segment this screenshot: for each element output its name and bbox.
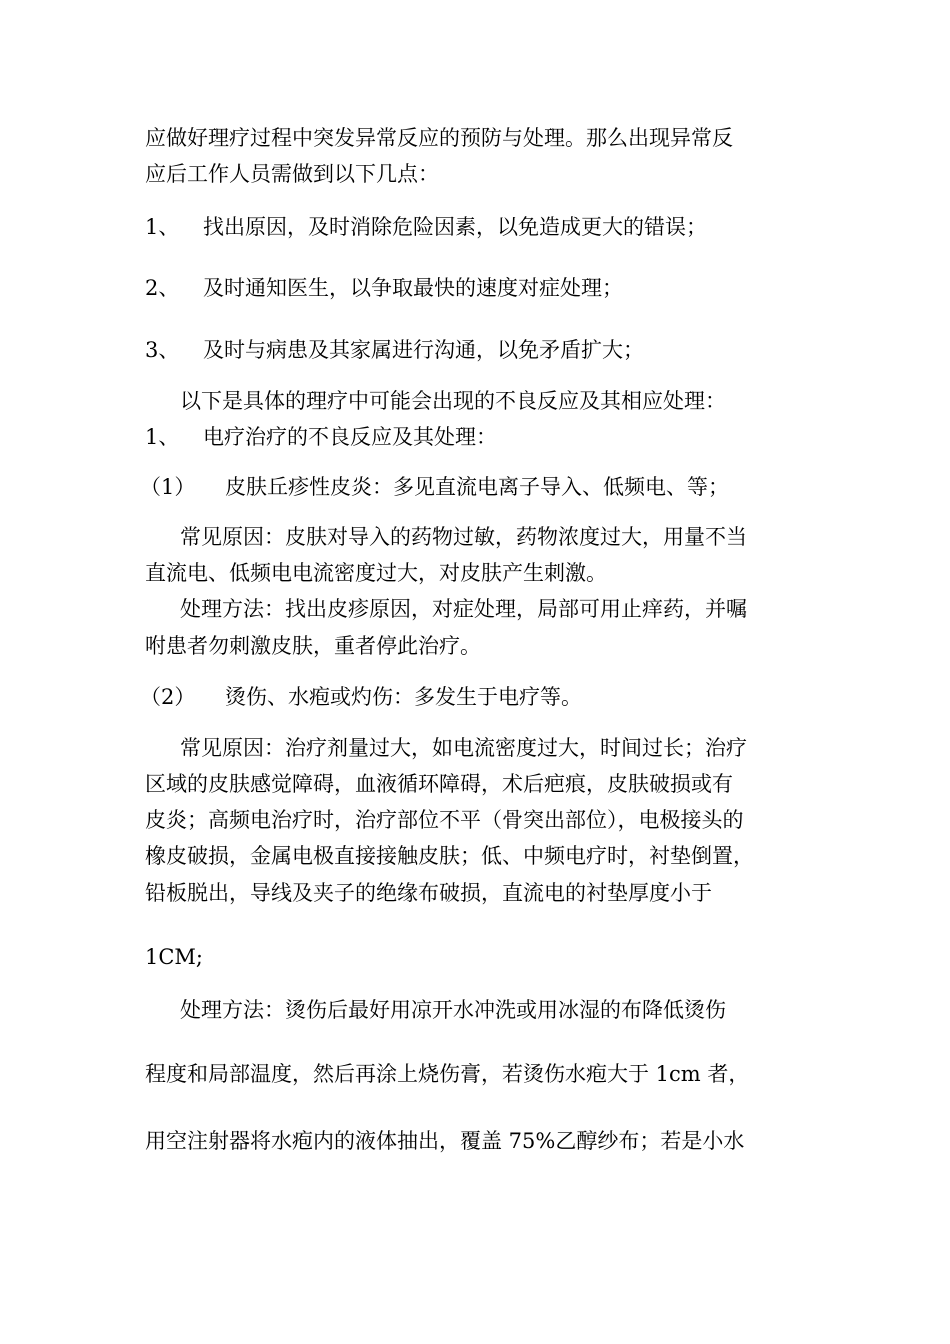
section-text: 电疗治疗的不良反应及其处理： [203,425,497,449]
sub-item-text: 烫伤、水疱或灼伤：多发生于电疗等。 [225,685,582,709]
list-number: 1、 [145,215,180,239]
list-number: 3、 [145,338,180,362]
paragraph-line: 应后工作人员需做到以下几点： [145,162,439,186]
sub-item-number: （2） [140,685,196,709]
sub-item [140,682,810,712]
paragraph-line: 1CM; [145,945,204,969]
sub-item-number: （1） [140,475,196,499]
paragraph-line: 以下是具体的理疗中可能会出现的不良反应及其相应处理： [180,389,726,413]
sub-item [140,472,810,502]
paragraph-line: 铅板脱出，导线及夹子的绝缘布破损，直流电的衬垫厚度小于 [145,881,712,905]
section-heading [145,422,810,452]
paragraph-line: 橡皮破损，金属电极直接接触皮肤；低、中频电疗时，衬垫倒置， [145,844,754,868]
section-number: 1、 [145,425,180,449]
list-text: 及时通知医生，以争取最快的速度对症处理； [203,276,623,300]
paragraph-line: 处理方法：找出皮疹原因，对症处理，局部可用止痒药，并嘱 [180,597,747,621]
list-item [145,335,810,365]
paragraph-line: 程度和局部温度，然后再涂上烧伤膏，若烫伤水疱大于 1cm 者， [145,1062,750,1086]
paragraph-line: 常见原因：皮肤对导入的药物过敏，药物浓度过大，用量不当 [180,525,747,549]
paragraph-line: 用空注射器将水疱内的液体抽出，覆盖 75%乙醇纱布；若是小水 [145,1129,745,1153]
paragraph-line: 处理方法：烫伤后最好用凉开水冲洗或用冰湿的布降低烫伤 [180,998,726,1022]
paragraph-line: 应做好理疗过程中突发异常反应的预防与处理。那么出现异常反 [145,126,733,150]
list-item [145,273,810,303]
list-text: 及时与病患及其家属进行沟通，以免矛盾扩大； [203,338,644,362]
sub-item-text: 皮肤丘疹性皮炎：多见直流电离子导入、低频电、等； [225,475,729,499]
paragraph-line: 皮炎；高频电治疗时，治疗部位不平（骨突出部位），电极接头的 [145,808,744,832]
paragraph-line: 直流电、低频电电流密度过大，对皮肤产生刺激。 [145,561,607,585]
paragraph-line: 常见原因：治疗剂量过大，如电流密度过大，时间过长；治疗 [180,736,747,760]
paragraph-line: 咐患者勿刺激皮肤，重者停此治疗。 [145,634,481,658]
list-text: 找出原因，及时消除危险因素，以免造成更大的错误； [203,215,707,239]
paragraph-line: 区域的皮肤感觉障碍，血液循环障碍，术后疤痕，皮肤破损或有 [145,772,733,796]
list-item [145,212,810,242]
list-number: 2、 [145,276,180,300]
